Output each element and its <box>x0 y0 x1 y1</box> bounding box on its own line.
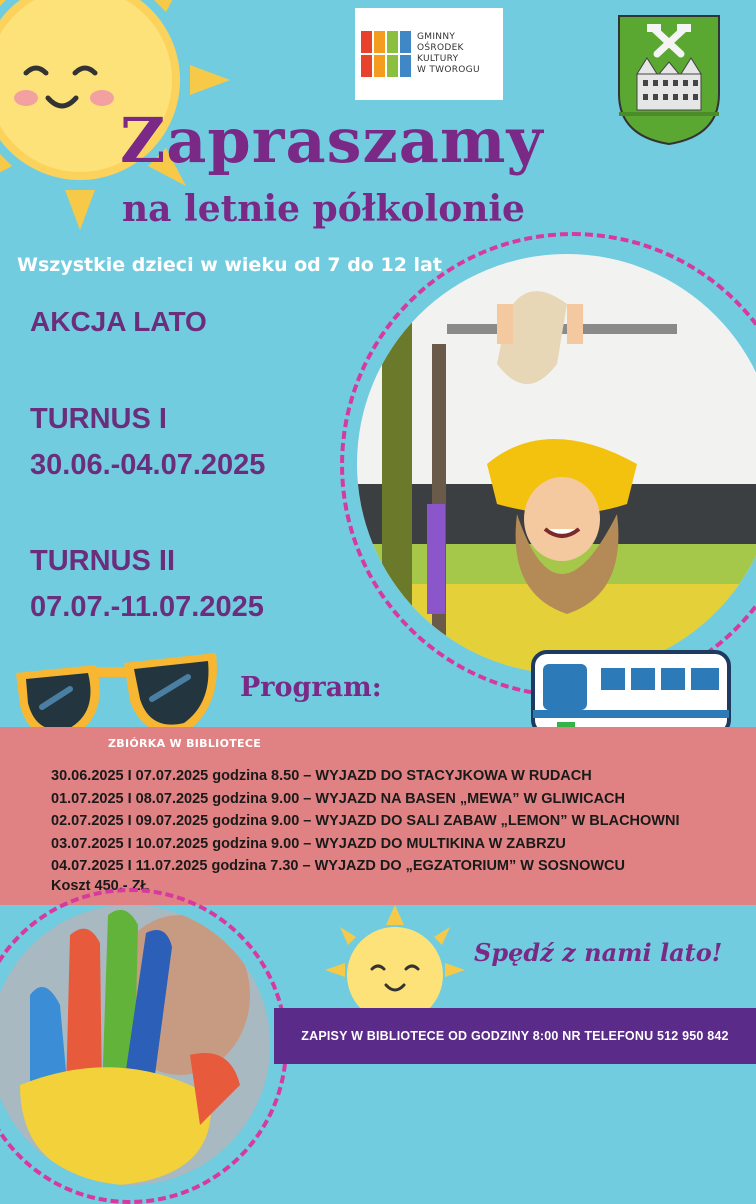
schedule-item: 04.07.2025 I 11.07.2025 godzina 7.30 – WYJAZD DO „EGZATORIUM” W SOSNOWCU <box>51 858 625 874</box>
registration-text: ZAPISY W BIBLIOTECE OD GODZINY 8:00 NR TELEFONU 512 950 842 <box>301 1029 729 1043</box>
schedule-item: 30.06.2025 I 07.07.2025 godzina 8.50 – WYJAZD DO STACYJKOWA W RUDACH <box>51 768 592 784</box>
schedule-list <box>51 765 679 878</box>
logo-line-4: W TWOROGU <box>417 65 480 75</box>
gok-logo <box>355 8 503 100</box>
registration-bar <box>274 1008 756 1064</box>
logo-line-1: GMINNY <box>417 32 456 42</box>
sun-smiley-small-icon <box>320 905 470 1015</box>
cost-value: 450,- ZŁ <box>94 878 150 894</box>
child-swing-image <box>357 254 756 674</box>
schedule-item: 02.07.2025 I 09.07.2025 godzina 9.00 – WYJAZD DO SALI ZABAW „LEMON” W BLACHOWNI <box>51 813 680 829</box>
turnus-2 <box>30 538 264 630</box>
logo-line-2: OŚRODEK <box>417 43 464 53</box>
turnus-2-dates: 07.07.-11.07.2025 <box>30 591 264 623</box>
akcja-heading: AKCJA LATO <box>30 306 207 337</box>
cost-label: Koszt <box>51 878 95 894</box>
turnus-2-label: TURNUS II <box>30 545 175 577</box>
program-heading: Program: <box>240 672 382 703</box>
logo-line-3: KULTURY <box>417 54 459 64</box>
page-title: Zapraszamy <box>120 104 544 177</box>
turnus-1-dates: 30.06.-04.07.2025 <box>30 449 266 481</box>
slogan: Spędź z nami lato! <box>474 938 723 967</box>
logo-text <box>417 32 480 76</box>
painted-hand-image <box>0 905 270 1185</box>
schedule-item: 01.07.2025 I 08.07.2025 godzina 9.00 – WYJAZD NA BASEN „MEWA” W GLIWICACH <box>51 790 625 807</box>
age-info: Wszystkie dzieci w wieku od 7 do 12 lat <box>17 254 442 276</box>
schedule-item: 03.07.2025 I 10.07.2025 godzina 9.00 – WYJAZD DO MULTIKINA W ZABRZU <box>51 835 566 852</box>
child-swing-photo <box>357 254 756 674</box>
meeting-note: ZBIÓRKA W BIBLIOTECE <box>108 737 262 750</box>
turnus-1 <box>30 396 265 488</box>
page-subtitle: na letnie półkolonie <box>122 188 525 230</box>
painted-hand-photo <box>0 905 270 1185</box>
logo-tiles-icon <box>361 31 411 77</box>
turnus-1-label: TURNUS I <box>30 403 167 435</box>
